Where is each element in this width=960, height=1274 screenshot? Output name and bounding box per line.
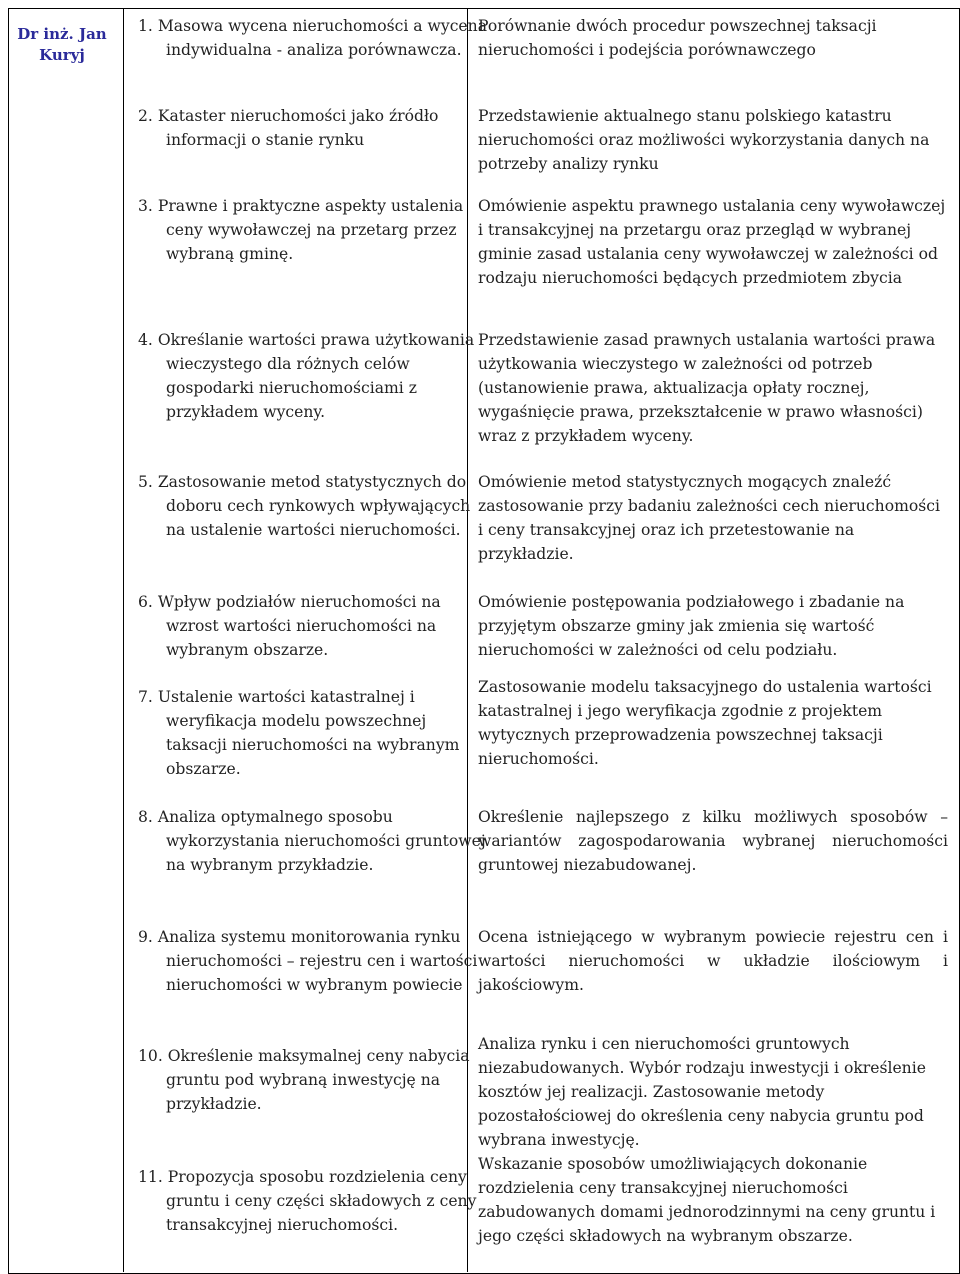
topic-10: 10. Określenie maksymalnej ceny nabycia gruntu pod wybraną inwestycję na przykładzie. xyxy=(138,1047,470,1113)
description-6: Omówienie postępowania podziałowego i zbadanie na przyjętym obszarze gminy jak zmienia się wartość nieruchomości w zależności od celu podziału. xyxy=(478,593,905,659)
topic-9: 9. Analiza systemu monitorowania rynku nieruchomości – rejestru cen i wartości nieruchomości w wybranym powiecie xyxy=(138,928,478,994)
author-name: Dr inż. Jan Kuryj xyxy=(17,25,107,64)
description-8: Określenie najlepszego z kilku możliwych sposobów – wariantów zagospodarowania wybranej nieruchomości gruntowej niezabudowanej. xyxy=(478,808,948,874)
topic-11: 11. Propozycja sposobu rozdzielenia ceny gruntu i ceny części składowych z ceny transakcyjnej nieruchomości. xyxy=(138,1168,477,1234)
topic-1: 1. Masowa wycena nieruchomości a wycena indywidualna - analiza porównawcza. xyxy=(138,17,487,59)
topic-4: 4. Określanie wartości prawa użytkowania wieczystego dla różnych celów gospodarki nieruchomościami z przykładem wyceny. xyxy=(138,331,475,421)
description-1: Porównanie dwóch procedur powszechnej taksacji nieruchomości i podejścia porównawczego xyxy=(478,17,877,59)
topic-6: 6. Wpływ podziałów nieruchomości na wzrost wartości nieruchomości na wybranym obszarze. xyxy=(138,593,441,659)
topic-3: 3. Prawne i praktyczne aspekty ustalenia ceny wywoławczej na przetarg przez wybraną gminę. xyxy=(138,197,464,263)
description-4: Przedstawienie zasad prawnych ustalania wartości prawa użytkowania wieczystego w zależności od potrzeb (ustanowienie prawa, aktualizacja opłaty rocznej, wygaśnięcie prawa, przekształcenie w prawo własności) wraz z przykładem wyceny. xyxy=(478,331,936,445)
description-5: Omówienie metod statystycznych mogących znaleźć zastosowanie przy badaniu zależności cech nieruchomości i ceny transakcyjnej oraz ich przetestowanie na przykładzie. xyxy=(478,473,940,563)
description-9: Ocena istniejącego w wybranym powiecie rejestru cen i wartości nieruchomości w układzie ilościowym i jakościowym. xyxy=(478,928,948,994)
description-11: Wskazanie sposobów umożliwiających dokonanie rozdzielenia ceny transakcyjnej nieruchomości zabudowanych domami jednorodzinnymi na ceny gruntu i jego części składowych na wybranym obszarze. xyxy=(478,1155,936,1245)
topic-8: 8. Analiza optymalnego sposobu wykorzystania nieruchomości gruntowej na wybranym przykładzie. xyxy=(138,808,486,874)
topic-7: 7. Ustalenie wartości katastralnej i weryfikacja modelu powszechnej taksacji nieruchomości na wybranym obszarze. xyxy=(138,688,460,778)
topic-2: 2. Kataster nieruchomości jako źródło informacji o stanie rynku xyxy=(138,107,439,149)
description-7: Zastosowanie modelu taksacyjnego do ustalenia wartości katastralnej i jego weryfikacja zgodnie z projektem wytycznych przeprowadzenia powszechnej taksacji nieruchomości. xyxy=(478,678,932,768)
topic-5: 5. Zastosowanie metod statystycznych do doboru cech rynkowych wpływających na ustalenie wartości nieruchomości. xyxy=(138,473,471,539)
column-divider-1 xyxy=(123,8,124,1272)
description-10: Analiza rynku i cen nieruchomości gruntowych niezabudowanych. Wybór rodzaju inwestycji i określenie kosztów jej realizacji. Zastosowanie metody pozostałościowej do określenia ceny nabycia gruntu pod wybrana inwestycję. xyxy=(478,1035,926,1149)
description-3: Omówienie aspektu prawnego ustalania ceny wywoławczej i transakcyjnej na przetargu oraz przegląd w wybranej gminie zasad ustalania ceny wywoławczej w zależności od rodzaju nieruchomości będących przedmiotem zbycia xyxy=(478,197,946,287)
description-2: Przedstawienie aktualnego stanu polskiego katastru nieruchomości oraz możliwości wykorzystania danych na potrzeby analizy rynku xyxy=(478,107,930,173)
